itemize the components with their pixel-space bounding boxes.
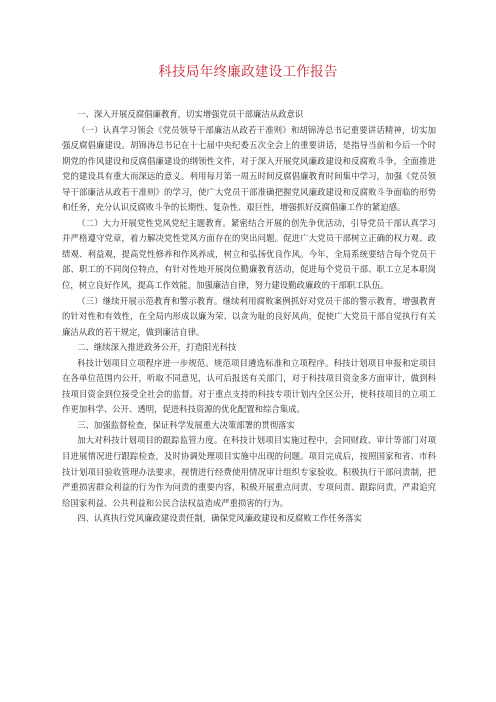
paragraph-2: （二）大力开展党性党风党纪主题教育。紧密结合开展的创先争优活动，引导党员干部认真学习并严格遵守党章，着力解决党性党风方面存在的突出问题。促进广大党员干部树立正确的权力观、政绩观、利益观，提高党性修养和作风养成，树立和弘扬优良作风。今年，全局系统要结合每个党员干部、职工的不同岗位特点，有针对性地开展岗位勤廉教育活动，促进每个党员干部、职工立足本职岗位，树立良好作风，提高工作效能，加强廉洁自律，努力建设勤政廉政的干部职工队伍。 [62,217,436,291]
paragraph-4: 科技计划项目立项程序进一步规范。规范项目遴选标准和立项程序。科技计划项目申报和定项目在各单位范围内公开，听取不同意见，认可后报送有关部门，对于科技项目资金多方面审计，做到科技项目资金到位接受全社会的监督。对于重点支持的科技专项计划内全区公开，使科技项目的立项工作更加科学、公开、透明，促进科技资源的优化配置和综合集成。 [62,357,436,415]
paragraph-1: （一）认真学习领会《党员领导干部廉洁从政若干准则》和胡锦涛总书记重要讲话精神，切实加强反腐倡廉建设。胡锦涛总书记在十七届中央纪委五次全会上的重要讲话，是指导当前和今后一个时期党的作风建设和反腐倡廉建设的纲领性文件，对于深入开展党风廉政建设和反腐败斗争，全面推进党的建设具有重大而深远的意义。利用每月第一周五时间反腐倡廉教育时间集中学习，加强《党员领导干部廉洁从政若干准则》的学习，使广大党员干部准确把握党风廉政建设和反腐败斗争面临的形势和任务，充分认识反腐败斗争的长期性、复杂性、艰巨性，增强抓好反腐倡廉工作的紧迫感。 [62,124,436,213]
section-heading-1: 一、深入开展反腐倡廉教育，切实增强党员干部廉洁从政意识 [77,109,304,119]
section-heading-4: 四、认真执行党风廉政建设责任制，确保党风廉政建设和反腐败工作任务落实 [77,513,362,524]
section-heading-2: 二、继续深入推进政务公开，打造阳光科技 [77,342,237,353]
section-heading-3: 三、加强监督检查，保证科学发展重大决策部署的贯彻落实 [77,419,295,430]
paragraph-5: 加大对科技计划项目的跟踪监管力度。在科技计划项目实施过程中，会同财政、审计等部门对项目进展情况进行跟踪检查，及时协调处理项目实施中出现的问题。项目完成后，按照国家和省、市科技计划项目验收管理办法要求，视情进行经费使用情况审计组织专家验收。积极执行干部问责制，把严重损害群众利益的行为作为问责的重要内容，积极开展重点问责、专项问责、跟踪问责，严肃追究给国家利益、公共利益和公民合法权益造成严重损害的行为。 [62,435,436,508]
paragraph-3: （三）继续开展示范教育和警示教育。继续利用腐败案例抓好对党员干部的警示教育，增强教育的针对性和有效性，在全局内形成以廉为荣、以贪为耻的良好风尚，促使广大党员干部自觉执行有关廉洁从政的若干规定，做到廉洁自律。 [62,295,436,337]
document-title: 科技局年终廉政建设工作报告 [158,64,338,80]
document-body [62,107,436,527]
